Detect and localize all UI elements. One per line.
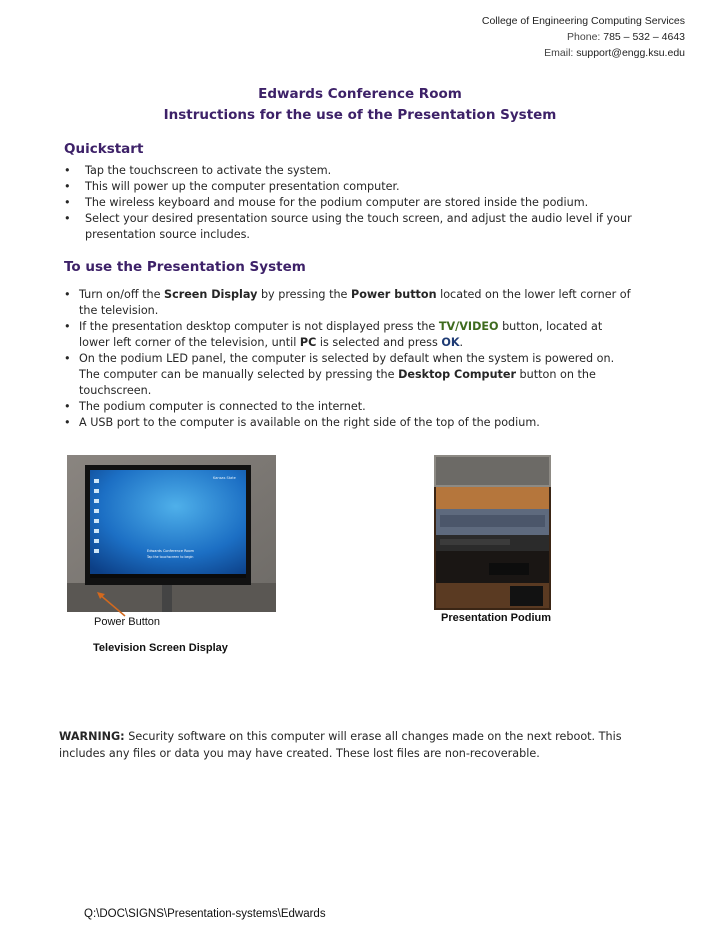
page-subtitle: Instructions for the use of the Presentation System bbox=[163, 107, 557, 123]
org-name: College of Engineering Computing Services bbox=[481, 15, 685, 27]
power-button-term: Power button bbox=[351, 288, 437, 301]
email-address[interactable]: support@engg.ksu.edu bbox=[576, 47, 685, 59]
podium-caption: Presentation Podium bbox=[441, 612, 552, 624]
podium-photo bbox=[434, 455, 551, 610]
usage-list bbox=[64, 287, 636, 431]
list-item: • Select your desired presentation source using the touch screen, and adjust the audio level if your presentation source includes. bbox=[64, 212, 632, 241]
phone-label: Phone: bbox=[567, 31, 601, 43]
list-item: • Turn on/off the Screen Display by pressing the Power button located on the lower left corner of the television. bbox=[64, 288, 631, 317]
usage-heading: To use the Presentation System bbox=[64, 259, 306, 275]
ok-term: OK bbox=[441, 336, 460, 349]
tv-logo-text: Kansas State bbox=[213, 476, 236, 480]
list-item: • The wireless keyboard and mouse for the podium computer are stored inside the podium. bbox=[64, 196, 589, 209]
tv-screen-subtitle: Tap the touchscreen to begin bbox=[147, 555, 194, 559]
email-label: Email: bbox=[544, 47, 574, 59]
page-title: Edwards Conference Room bbox=[258, 86, 462, 102]
email-line bbox=[544, 47, 685, 59]
list-item: • Tap the touchscreen to activate the system. bbox=[64, 164, 332, 177]
warning-label: WARNING: bbox=[59, 730, 125, 743]
list-item: • This will power up the computer presentation computer. bbox=[64, 180, 400, 193]
quickstart-list bbox=[64, 163, 664, 243]
desktop-computer-term: Desktop Computer bbox=[398, 368, 516, 381]
phone-number: 785 – 532 – 4643 bbox=[603, 31, 685, 43]
phone-line bbox=[567, 31, 685, 43]
list-item: • The podium computer is connected to the internet. bbox=[64, 400, 366, 413]
tv-screen-title: Edwards Conference Room bbox=[147, 549, 195, 553]
quickstart-heading: Quickstart bbox=[64, 141, 144, 157]
tv-display-caption: Television Screen Display bbox=[93, 642, 228, 654]
list-item: • A USB port to the computer is available on the right side of the top of the podium. bbox=[64, 416, 540, 429]
power-button-caption: Power Button bbox=[94, 616, 161, 628]
list-item: • If the presentation desktop computer is not displayed press the TV/VIDEO button, located at lower left corner of the television, until PC is selected and press OK. bbox=[64, 320, 603, 349]
warning-text: WARNING: Security software on this computer will erase all changes made on the next reboot. This includes any files or data you may have created. These lost files are non-recoverable. bbox=[59, 730, 622, 760]
pc-term: PC bbox=[299, 336, 317, 349]
tv-photo bbox=[67, 455, 276, 612]
list-item: • On the podium LED panel, the computer is selected by default when the system is powered on. The computer can be manually selected by pressing the Desktop Computer button on the touchscreen. bbox=[64, 352, 615, 397]
tv-video-term: TV/VIDEO bbox=[438, 320, 499, 333]
footer-path: Q:\DOC\SIGNS\Presentation-systems\Edwards bbox=[84, 908, 326, 920]
screen-display-term: Screen Display bbox=[164, 288, 258, 301]
